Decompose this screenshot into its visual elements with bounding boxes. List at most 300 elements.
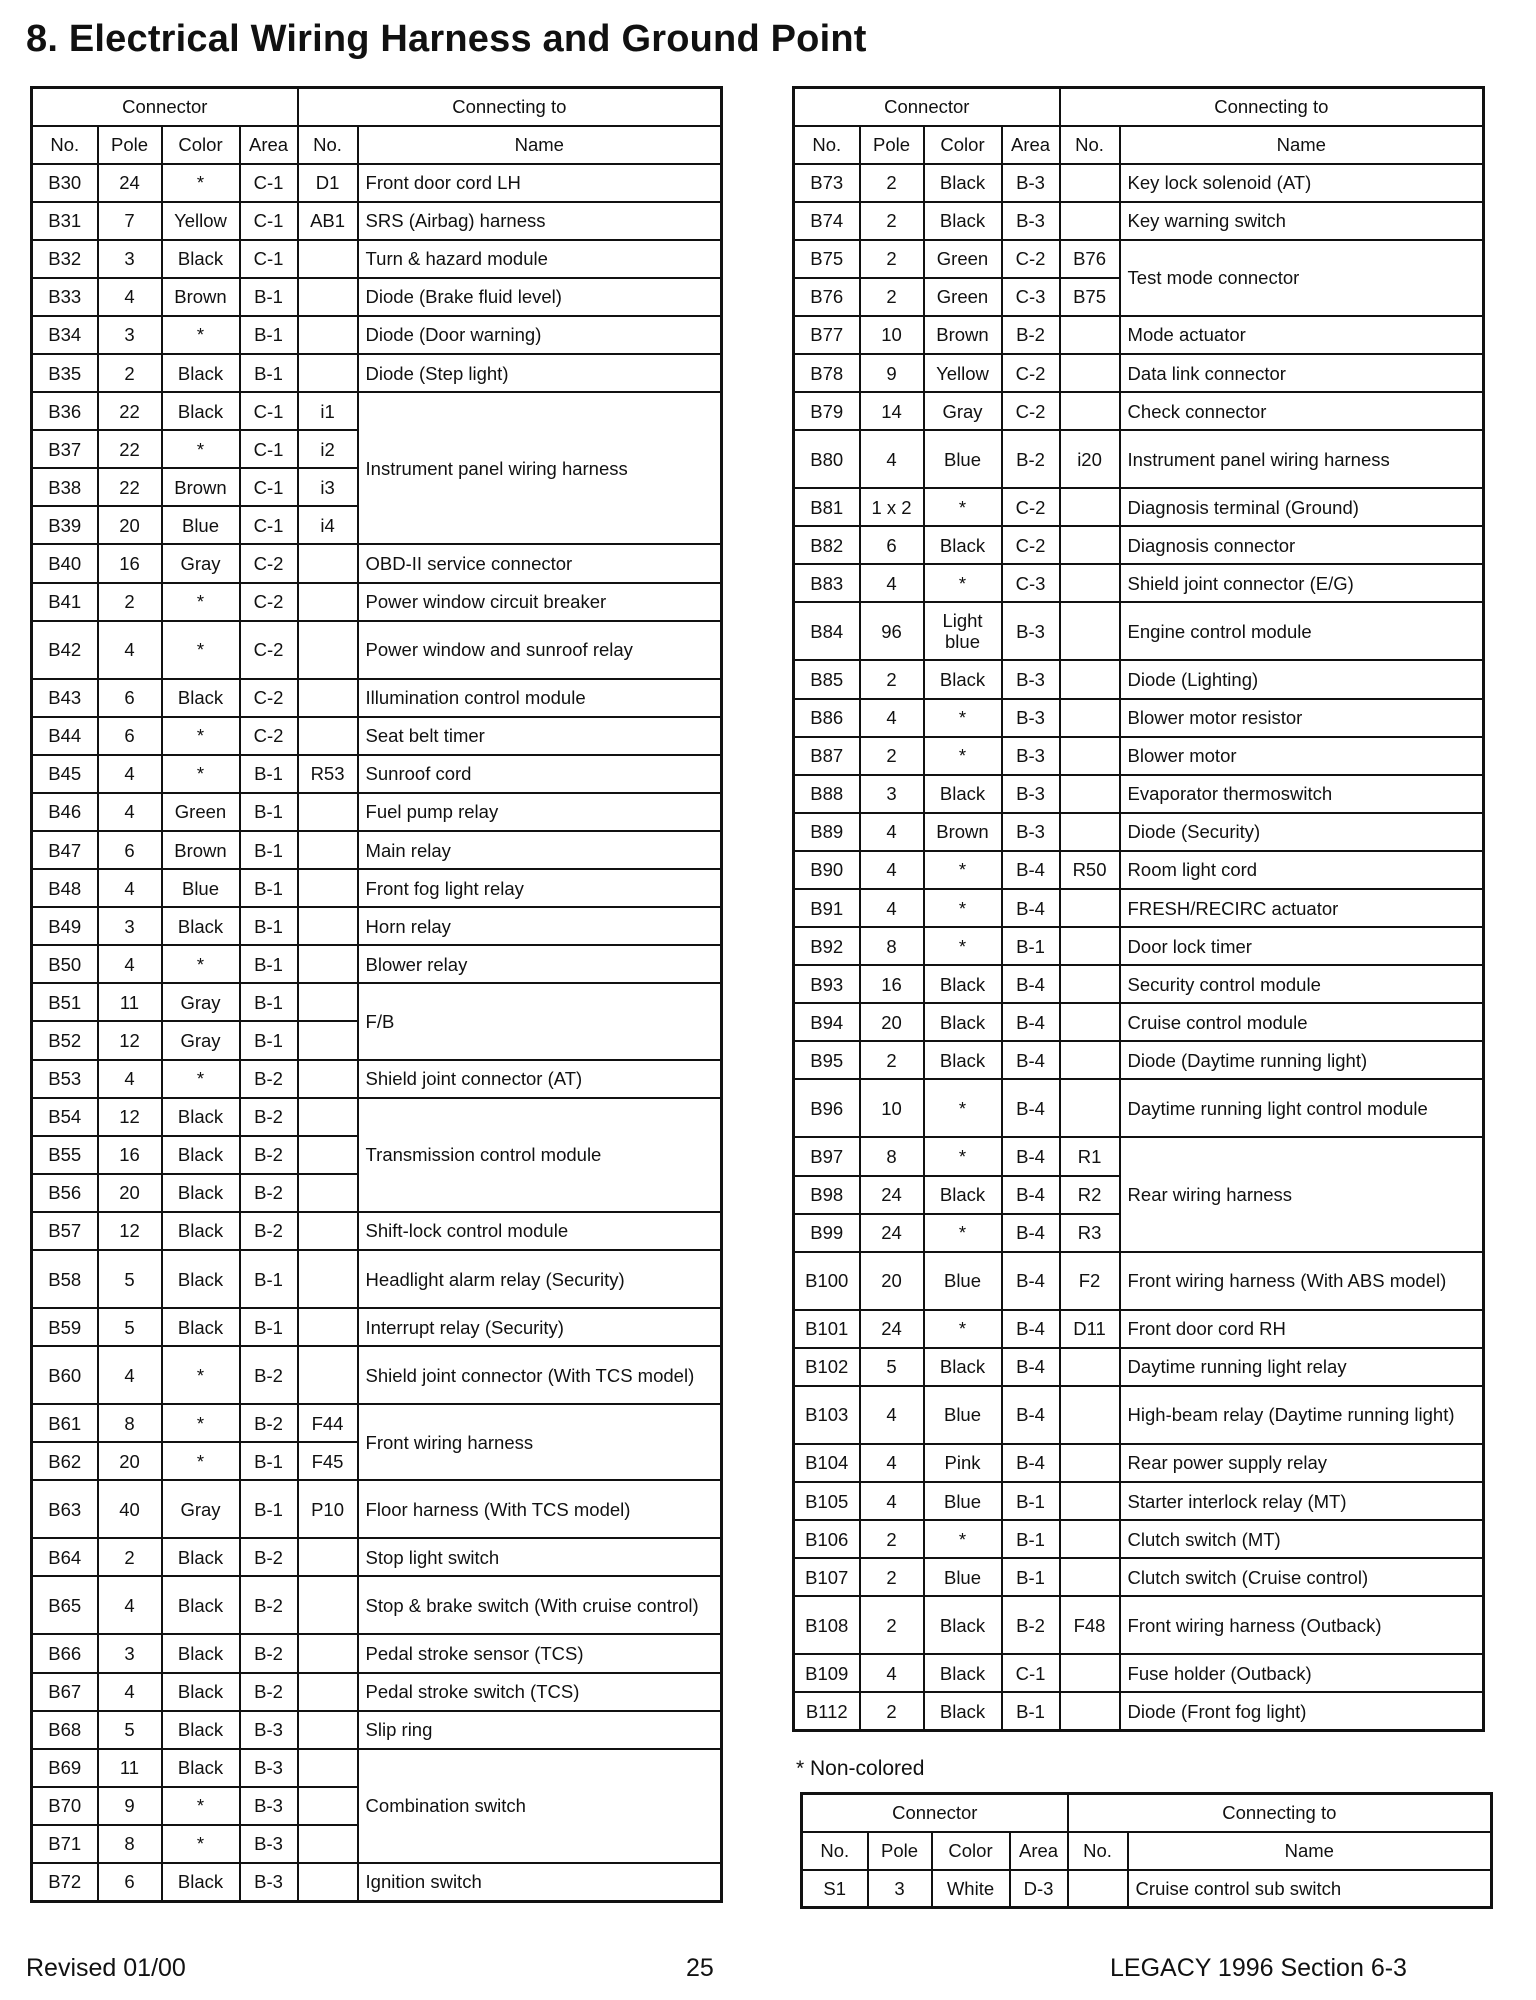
- connecting-name: SRS (Airbag) harness: [358, 202, 722, 240]
- connecting-name: Fuel pump relay: [358, 793, 722, 831]
- header-to-no: No.: [1060, 126, 1120, 164]
- connecting-no: [1060, 1558, 1120, 1596]
- pole-count: 20: [98, 506, 162, 544]
- header-connector: Connector: [32, 88, 298, 126]
- wire-color: Green: [162, 793, 240, 831]
- header-name: Name: [1120, 126, 1484, 164]
- pole-count: 4: [860, 851, 924, 889]
- connecting-name: Shift-lock control module: [358, 1212, 722, 1250]
- connecting-name: Pedal stroke sensor (TCS): [358, 1634, 722, 1672]
- table-row: [794, 1520, 1484, 1558]
- table-row: [32, 1673, 722, 1711]
- area-code: C-2: [240, 544, 298, 582]
- wire-color: Black: [924, 1654, 1002, 1692]
- table-row: [794, 354, 1484, 392]
- connecting-no: [298, 1308, 358, 1346]
- area-code: B-3: [1002, 737, 1060, 775]
- wire-color: Blue: [162, 869, 240, 907]
- header-connector: Connector: [802, 1794, 1068, 1832]
- area-code: B-4: [1002, 889, 1060, 927]
- wire-color: *: [162, 583, 240, 621]
- connector-no: B99: [794, 1214, 860, 1252]
- connecting-no: [298, 1538, 358, 1576]
- connecting-no: [1060, 927, 1120, 965]
- connecting-name: Cruise control sub switch: [1128, 1870, 1492, 1908]
- connecting-name: Starter interlock relay (MT): [1120, 1482, 1484, 1520]
- wire-color: Black: [162, 1576, 240, 1634]
- area-code: C-2: [1002, 526, 1060, 564]
- header-connecting-to: Connecting to: [1068, 1794, 1492, 1832]
- connecting-no: [1060, 164, 1120, 202]
- wire-color: *: [162, 1060, 240, 1098]
- area-code: B-3: [240, 1711, 298, 1749]
- area-code: B-2: [1002, 1596, 1060, 1654]
- connecting-no: [298, 1346, 358, 1404]
- pole-count: 2: [860, 1041, 924, 1079]
- area-code: C-2: [240, 621, 298, 679]
- area-code: B-1: [240, 945, 298, 983]
- wire-color: Black: [162, 1098, 240, 1136]
- area-code: B-4: [1002, 1003, 1060, 1041]
- pole-count: 3: [98, 1634, 162, 1672]
- area-code: C-1: [240, 468, 298, 506]
- connecting-no: D1: [298, 164, 358, 202]
- connecting-no: R53: [298, 755, 358, 793]
- connecting-name: Check connector: [1120, 392, 1484, 430]
- connecting-no: B76: [1060, 240, 1120, 278]
- table-row: [794, 602, 1484, 660]
- pole-count: 22: [98, 468, 162, 506]
- table-row: [32, 1480, 722, 1538]
- connector-no: B75: [794, 240, 860, 278]
- pole-count: 5: [98, 1250, 162, 1308]
- connecting-name: Daytime running light relay: [1120, 1348, 1484, 1386]
- area-code: B-4: [1002, 965, 1060, 1003]
- connecting-name: Instrument panel wiring harness: [358, 392, 722, 544]
- table-row: [32, 583, 722, 621]
- connecting-no: [298, 1060, 358, 1098]
- connector-no: B51: [32, 983, 98, 1021]
- wire-color: Gray: [162, 544, 240, 582]
- wire-color: Black: [162, 1308, 240, 1346]
- connecting-no: i20: [1060, 430, 1120, 488]
- wire-color: *: [162, 1404, 240, 1442]
- area-code: B-3: [1002, 660, 1060, 698]
- wire-color: Black: [162, 1711, 240, 1749]
- connecting-no: [298, 1863, 358, 1901]
- pole-count: 4: [98, 1346, 162, 1404]
- pole-count: 11: [98, 983, 162, 1021]
- wire-color: *: [924, 488, 1002, 526]
- area-code: B-2: [240, 1136, 298, 1174]
- wire-color: *: [924, 889, 1002, 927]
- area-code: B-1: [240, 278, 298, 316]
- connecting-no: F45: [298, 1442, 358, 1480]
- connecting-name: Transmission control module: [358, 1098, 722, 1212]
- wire-color: Black: [924, 1692, 1002, 1730]
- connecting-no: [298, 1098, 358, 1136]
- connecting-name: Mode actuator: [1120, 316, 1484, 354]
- pole-count: 4: [860, 1444, 924, 1482]
- connector-no: B93: [794, 965, 860, 1003]
- pole-count: 16: [860, 965, 924, 1003]
- area-code: B-2: [240, 1060, 298, 1098]
- connecting-name: Blower motor resistor: [1120, 699, 1484, 737]
- wire-color: Black: [162, 1863, 240, 1901]
- pole-count: 12: [98, 1212, 162, 1250]
- connector-no: B95: [794, 1041, 860, 1079]
- pole-count: 4: [98, 1673, 162, 1711]
- pole-count: 20: [98, 1442, 162, 1480]
- connecting-name: Diode (Lighting): [1120, 660, 1484, 698]
- pole-count: 9: [98, 1787, 162, 1825]
- table-row: [794, 1558, 1484, 1596]
- wire-color: Blue: [924, 1482, 1002, 1520]
- header-no: No.: [802, 1832, 868, 1870]
- pole-count: 4: [860, 1654, 924, 1692]
- area-code: B-2: [240, 1174, 298, 1212]
- area-code: B-3: [240, 1863, 298, 1901]
- connecting-name: Pedal stroke switch (TCS): [358, 1673, 722, 1711]
- area-code: B-2: [240, 1576, 298, 1634]
- connecting-name: FRESH/RECIRC actuator: [1120, 889, 1484, 927]
- table-row: [794, 1386, 1484, 1444]
- connecting-name: Ignition switch: [358, 1863, 722, 1901]
- connecting-no: R3: [1060, 1214, 1120, 1252]
- connecting-no: [1060, 889, 1120, 927]
- connecting-no: [1060, 526, 1120, 564]
- connector-table-left: [30, 86, 723, 1903]
- connecting-no: F48: [1060, 1596, 1120, 1654]
- pole-count: 20: [860, 1252, 924, 1310]
- area-code: C-1: [240, 164, 298, 202]
- connecting-name: Main relay: [358, 831, 722, 869]
- connecting-name: Power window and sunroof relay: [358, 621, 722, 679]
- connecting-name: Front wiring harness (Outback): [1120, 1596, 1484, 1654]
- revision-date: Revised 01/00: [26, 1954, 186, 1982]
- connector-no: B38: [32, 468, 98, 506]
- wire-color: Pink: [924, 1444, 1002, 1482]
- connector-no: B46: [32, 793, 98, 831]
- pole-count: 4: [860, 430, 924, 488]
- connecting-no: [298, 1634, 358, 1672]
- connecting-no: i4: [298, 506, 358, 544]
- connector-no: B92: [794, 927, 860, 965]
- connecting-no: [298, 316, 358, 354]
- connecting-no: i3: [298, 468, 358, 506]
- connecting-name: Door lock timer: [1120, 927, 1484, 965]
- connector-no: B30: [32, 164, 98, 202]
- pole-count: 16: [98, 544, 162, 582]
- header-pole: Pole: [868, 1832, 932, 1870]
- pole-count: 22: [98, 392, 162, 430]
- connecting-name: Daytime running light control module: [1120, 1079, 1484, 1137]
- wire-color: *: [924, 699, 1002, 737]
- connector-no: B54: [32, 1098, 98, 1136]
- pole-count: 6: [98, 831, 162, 869]
- connecting-no: [1060, 202, 1120, 240]
- connecting-name: Front door cord LH: [358, 164, 722, 202]
- connecting-name: Diode (Security): [1120, 813, 1484, 851]
- connecting-no: [298, 354, 358, 392]
- connecting-name: Horn relay: [358, 907, 722, 945]
- pole-count: 8: [860, 927, 924, 965]
- area-code: B-1: [240, 1308, 298, 1346]
- connecting-no: [298, 1021, 358, 1059]
- pole-count: 22: [98, 430, 162, 468]
- wire-color: Black: [924, 1003, 1002, 1041]
- connecting-name: Cruise control module: [1120, 1003, 1484, 1041]
- connecting-name: Fuse holder (Outback): [1120, 1654, 1484, 1692]
- wire-color: Blue: [924, 1386, 1002, 1444]
- area-code: B-1: [1002, 927, 1060, 965]
- pole-count: 4: [860, 699, 924, 737]
- area-code: B-4: [1002, 1348, 1060, 1386]
- pole-count: 4: [860, 564, 924, 602]
- connector-no: B76: [794, 278, 860, 316]
- wire-color: Black: [924, 1596, 1002, 1654]
- table-row: [794, 1654, 1484, 1692]
- connector-no: B36: [32, 392, 98, 430]
- pole-count: 4: [98, 869, 162, 907]
- connecting-name: Front door cord RH: [1120, 1310, 1484, 1348]
- connecting-name: Combination switch: [358, 1749, 722, 1863]
- connector-no: B31: [32, 202, 98, 240]
- connecting-no: [1060, 1692, 1120, 1730]
- wire-color: *: [162, 1442, 240, 1480]
- table-row: [794, 1003, 1484, 1041]
- pole-count: 3: [98, 240, 162, 278]
- pole-count: 2: [860, 1596, 924, 1654]
- connector-no: B70: [32, 1787, 98, 1825]
- connector-no: B60: [32, 1346, 98, 1404]
- wire-color: Green: [924, 240, 1002, 278]
- table-row: [794, 526, 1484, 564]
- connecting-name: Key lock solenoid (AT): [1120, 164, 1484, 202]
- connector-no: B35: [32, 354, 98, 392]
- connector-table-s: [800, 1792, 1493, 1909]
- wire-color: Black: [162, 1136, 240, 1174]
- table-row: [794, 240, 1484, 278]
- table-row: [32, 983, 722, 1021]
- wire-color: Brown: [924, 316, 1002, 354]
- connecting-name: Rear wiring harness: [1120, 1137, 1484, 1251]
- connecting-no: B75: [1060, 278, 1120, 316]
- header-name: Name: [1128, 1832, 1492, 1870]
- pole-count: 8: [98, 1404, 162, 1442]
- connector-no: B59: [32, 1308, 98, 1346]
- wire-color: Black: [924, 1041, 1002, 1079]
- connecting-name: Front wiring harness: [358, 1404, 722, 1480]
- connector-no: B67: [32, 1673, 98, 1711]
- table-row: [32, 1711, 722, 1749]
- connector-no: B43: [32, 679, 98, 717]
- header-no: No.: [794, 126, 860, 164]
- connecting-no: [298, 1576, 358, 1634]
- connecting-no: [298, 1174, 358, 1212]
- wire-color: Black: [924, 526, 1002, 564]
- connector-no: B69: [32, 1749, 98, 1787]
- table-row: [794, 775, 1484, 813]
- table-row: [32, 1576, 722, 1634]
- table-row: [32, 278, 722, 316]
- pole-count: 4: [98, 945, 162, 983]
- connector-no: B91: [794, 889, 860, 927]
- pole-count: 20: [860, 1003, 924, 1041]
- connector-no: B97: [794, 1137, 860, 1175]
- area-code: C-2: [240, 583, 298, 621]
- area-code: B-3: [1002, 813, 1060, 851]
- connector-no: B88: [794, 775, 860, 813]
- connector-no: B83: [794, 564, 860, 602]
- area-code: B-2: [240, 1673, 298, 1711]
- connecting-no: [298, 240, 358, 278]
- area-code: C-2: [240, 679, 298, 717]
- connecting-no: [298, 983, 358, 1021]
- pole-count: 12: [98, 1098, 162, 1136]
- area-code: B-3: [1002, 164, 1060, 202]
- connecting-name: Blower motor: [1120, 737, 1484, 775]
- connector-no: B79: [794, 392, 860, 430]
- wire-color: Blue: [924, 1252, 1002, 1310]
- pole-count: 2: [860, 1692, 924, 1730]
- wire-color: Black: [162, 1538, 240, 1576]
- wire-color: Black: [162, 1174, 240, 1212]
- pole-count: 1 x 2: [860, 488, 924, 526]
- connecting-no: [298, 1749, 358, 1787]
- wire-color: Light blue: [924, 602, 1002, 660]
- table-row: [32, 544, 722, 582]
- wire-color: *: [162, 164, 240, 202]
- connector-no: B66: [32, 1634, 98, 1672]
- wire-color: Black: [162, 1212, 240, 1250]
- connecting-no: i2: [298, 430, 358, 468]
- connecting-no: [1060, 1079, 1120, 1137]
- table-row: [32, 1346, 722, 1404]
- wire-color: Blue: [162, 506, 240, 544]
- table-row: [794, 564, 1484, 602]
- area-code: B-1: [240, 793, 298, 831]
- pole-count: 4: [98, 793, 162, 831]
- pole-count: 40: [98, 1480, 162, 1538]
- area-code: C-2: [1002, 240, 1060, 278]
- wire-color: Black: [924, 202, 1002, 240]
- table-row: [32, 240, 722, 278]
- connecting-no: [1060, 1386, 1120, 1444]
- connector-no: B85: [794, 660, 860, 698]
- area-code: B-1: [1002, 1558, 1060, 1596]
- pole-count: 5: [98, 1711, 162, 1749]
- connecting-name: High-beam relay (Daytime running light): [1120, 1386, 1484, 1444]
- area-code: B-2: [240, 1346, 298, 1404]
- connecting-name: Front fog light relay: [358, 869, 722, 907]
- header-area: Area: [1010, 1832, 1068, 1870]
- table-row: [794, 430, 1484, 488]
- connector-no: B94: [794, 1003, 860, 1041]
- pole-count: 24: [860, 1176, 924, 1214]
- table-row: [794, 965, 1484, 1003]
- connector-no: B37: [32, 430, 98, 468]
- connecting-no: [1060, 1654, 1120, 1692]
- connecting-no: [1060, 775, 1120, 813]
- connecting-no: [1060, 1041, 1120, 1079]
- area-code: B-1: [240, 1250, 298, 1308]
- pole-count: 3: [860, 775, 924, 813]
- wire-color: Black: [162, 1749, 240, 1787]
- table-row: [32, 679, 722, 717]
- connecting-no: [1060, 737, 1120, 775]
- page-number: 25: [686, 1954, 714, 1982]
- pole-count: 4: [98, 1576, 162, 1634]
- table-row: [32, 316, 722, 354]
- connecting-name: Clutch switch (MT): [1120, 1520, 1484, 1558]
- table-row: [794, 1348, 1484, 1386]
- connecting-no: [298, 907, 358, 945]
- connecting-name: Test mode connector: [1120, 240, 1484, 316]
- connector-no: B106: [794, 1520, 860, 1558]
- area-code: B-1: [240, 1480, 298, 1538]
- wire-color: *: [924, 1520, 1002, 1558]
- area-code: B-4: [1002, 1079, 1060, 1137]
- table-row: [794, 889, 1484, 927]
- wire-color: *: [162, 1346, 240, 1404]
- connecting-no: [298, 621, 358, 679]
- connecting-name: Seat belt timer: [358, 717, 722, 755]
- connecting-name: Diode (Door warning): [358, 316, 722, 354]
- wire-color: *: [162, 621, 240, 679]
- connector-no: B62: [32, 1442, 98, 1480]
- connecting-no: [1060, 1520, 1120, 1558]
- wire-color: Black: [162, 679, 240, 717]
- pole-count: 4: [98, 278, 162, 316]
- page-title: 8. Electrical Wiring Harness and Ground Point: [26, 18, 867, 60]
- connector-no: B73: [794, 164, 860, 202]
- pole-count: 2: [860, 278, 924, 316]
- area-code: B-4: [1002, 1310, 1060, 1348]
- header-connecting-to: Connecting to: [1060, 88, 1484, 126]
- connecting-no: [298, 583, 358, 621]
- area-code: B-3: [240, 1749, 298, 1787]
- table-row: [794, 813, 1484, 851]
- connecting-name: Diagnosis terminal (Ground): [1120, 488, 1484, 526]
- connecting-name: Shield joint connector (E/G): [1120, 564, 1484, 602]
- connecting-name: Stop light switch: [358, 1538, 722, 1576]
- table-row: [794, 316, 1484, 354]
- connector-no: B45: [32, 755, 98, 793]
- connector-no: B100: [794, 1252, 860, 1310]
- pole-count: 5: [98, 1308, 162, 1346]
- connector-no: B104: [794, 1444, 860, 1482]
- table-row: [794, 1137, 1484, 1175]
- wire-color: Black: [162, 907, 240, 945]
- pole-count: 3: [868, 1870, 932, 1908]
- connecting-name: Diode (Front fog light): [1120, 1692, 1484, 1730]
- header-area: Area: [1002, 126, 1060, 164]
- pole-count: 5: [860, 1348, 924, 1386]
- connecting-name: Shield joint connector (AT): [358, 1060, 722, 1098]
- pole-count: 2: [860, 240, 924, 278]
- wire-color: Black: [162, 240, 240, 278]
- connector-no: B107: [794, 1558, 860, 1596]
- connecting-no: [298, 945, 358, 983]
- connector-no: B44: [32, 717, 98, 755]
- connecting-no: [1068, 1870, 1128, 1908]
- pole-count: 8: [860, 1137, 924, 1175]
- connector-no: B71: [32, 1825, 98, 1863]
- wire-color: Black: [924, 775, 1002, 813]
- footnote: * Non-colored: [796, 1757, 925, 1780]
- area-code: B-4: [1002, 1041, 1060, 1079]
